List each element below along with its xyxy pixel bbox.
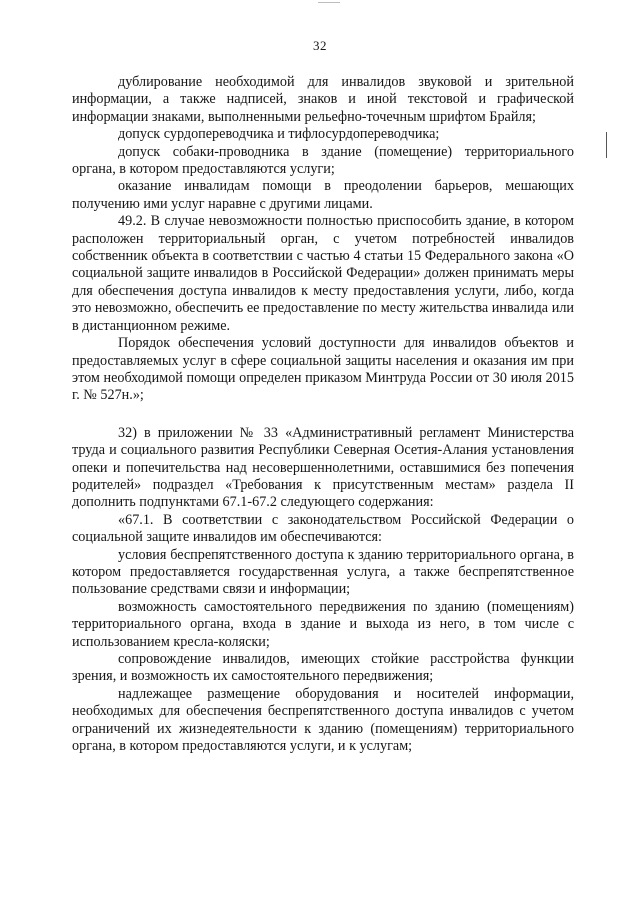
document-body	[72, 74, 574, 755]
paragraph-item-32: 32) в приложении № 33 «Административный регламент Министерства труда и социального развития Республики Северная Осетия-Алания установления опеки и попечительства над несовершеннолетними, оставшимися без попечения родителей» подраздел «Требования к присутственным местам» раздела II дополнить подпунктами 67.1-67.2 следующего содержания:	[72, 424, 574, 511]
paragraph-access-conditions: условия беспрепятственного доступа к зданию территориального органа, в котором предоставляется государственная услуга, а также беспрепятственное пользование средствами связи и информации;	[72, 546, 574, 598]
paragraph-67-1: «67.1. В соответствии с законодательством Российской Федерации о социальной защите инвалидов им обеспечиваются:	[72, 511, 574, 546]
paragraph-guide-dog: допуск собаки-проводника в здание (помещение) территориального органа, в котором предоставляются услуги;	[72, 143, 574, 178]
paragraph-equipment: надлежащее размещение оборудования и носителей информации, необходимых для обеспечения беспрепятственного доступа инвалидов с учетом ограничений их жизнедеятельности к зданию (помещениям) территориального органа, в котором предоставляются услуги, и к услугам;	[72, 685, 574, 755]
paragraph-49-2: 49.2. В случае невозможности полностью приспособить здание, в котором расположен территориальный орган, с учетом потребностей инвалидов собственник объекта в соответствии с частью 4 статьи 15 Федерального закона «О социальной защите инвалидов в Российской Федерации» должен принимать меры для обеспечения доступа инвалидов к месту предоставления услуги, либо, когда это невозможно, обеспечить ее предоставление по месту жительства инвалида или в дистанционном режиме.	[72, 213, 574, 334]
margin-mark	[606, 132, 607, 158]
paragraph-escort: сопровождение инвалидов, имеющих стойкие расстройства функции зрения, и возможность их самостоятельного передвижения;	[72, 651, 574, 685]
paragraph-access-order: Порядок обеспечения условий доступности для инвалидов объектов и предоставляемых услуг в сфере социальной защиты населения и оказания им при этом необходимой помощи определен приказом Минтруда России от 30 июля 2015 г. № 527н.»;	[72, 335, 574, 404]
page-number: 32	[313, 38, 327, 53]
paragraph-assistance: оказание инвалидам помощи в преодолении барьеров, мешающих получению ими услуг наравне с другими лицами.	[72, 178, 574, 212]
scan-artifact	[318, 2, 340, 3]
paragraph-braille: дублирование необходимой для инвалидов звуковой и зрительной информации, а также надписей, знаков и иной текстовой и графической информации знаками, выполненными рельефно-точечным шрифтом Брайля;	[72, 74, 574, 125]
paragraph-movement: возможность самостоятельного передвижения по зданию (помещениям) территориального органа, входа в здание и выхода из него, в том числе с использованием кресла-коляски;	[72, 598, 574, 650]
paragraph-interpreter: допуск сурдопереводчика и тифлосурдопереводчика;	[118, 126, 440, 143]
